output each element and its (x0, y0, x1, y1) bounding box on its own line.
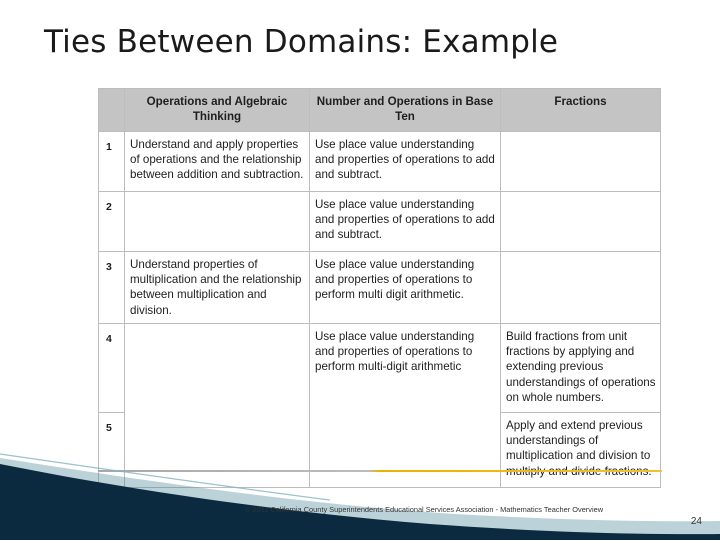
nf-cell (501, 132, 661, 192)
table-row (99, 132, 661, 192)
header-grade (99, 89, 125, 132)
nf-cell (501, 192, 661, 252)
table-row (99, 252, 661, 324)
slide-title: Ties Between Domains: Example (44, 24, 559, 60)
oa-cell (125, 192, 310, 252)
nbt-cell: Use place value understanding and properties of operations to add and subtract. (310, 192, 501, 252)
table-header-row (99, 89, 661, 132)
nbt-cell: Use place value understanding and properties of operations to add and subtract. (310, 132, 501, 192)
nbt-cell: Use place value understanding and properties of operations to perform multi digit arithmetic. (310, 252, 501, 324)
nf-cell: Build fractions from unit fractions by applying and extending previous understandings of operations on whole numbers. (501, 324, 661, 413)
oa-cell: Understand properties of multiplication and the relationship between multiplication and division. (125, 252, 310, 324)
header-operations-algebraic-thinking: Operations and Algebraic Thinking (125, 89, 310, 132)
page-number: 24 (690, 516, 702, 527)
nf-cell (501, 252, 661, 324)
domains-table (98, 88, 661, 488)
table-row (99, 324, 661, 413)
header-number-operations-base-ten: Number and Operations in Base Ten (310, 89, 501, 132)
oa-cell: Understand and apply properties of operations and the relationship between addition and subtraction. (125, 132, 310, 192)
grade-cell: 2 (99, 192, 125, 252)
table-row (99, 192, 661, 252)
nf-cell: Apply and extend previous understandings of multiplication and division to (501, 413, 661, 488)
header-fractions: Fractions (501, 89, 661, 132)
grade-cell: 1 (99, 132, 125, 192)
grade-cell: 5 (99, 413, 125, 488)
nbt-cell: Use place value understanding and properties of operations to perform multi-digit arithmetic (310, 324, 501, 488)
grade-cell: 4 (99, 324, 125, 413)
decorative-swoosh (0, 440, 720, 540)
grade-cell: 3 (99, 252, 125, 324)
footer-credit: © 2011 California County Superintendents Educational Services Association - Mathematics Teacher Overview (245, 505, 604, 514)
